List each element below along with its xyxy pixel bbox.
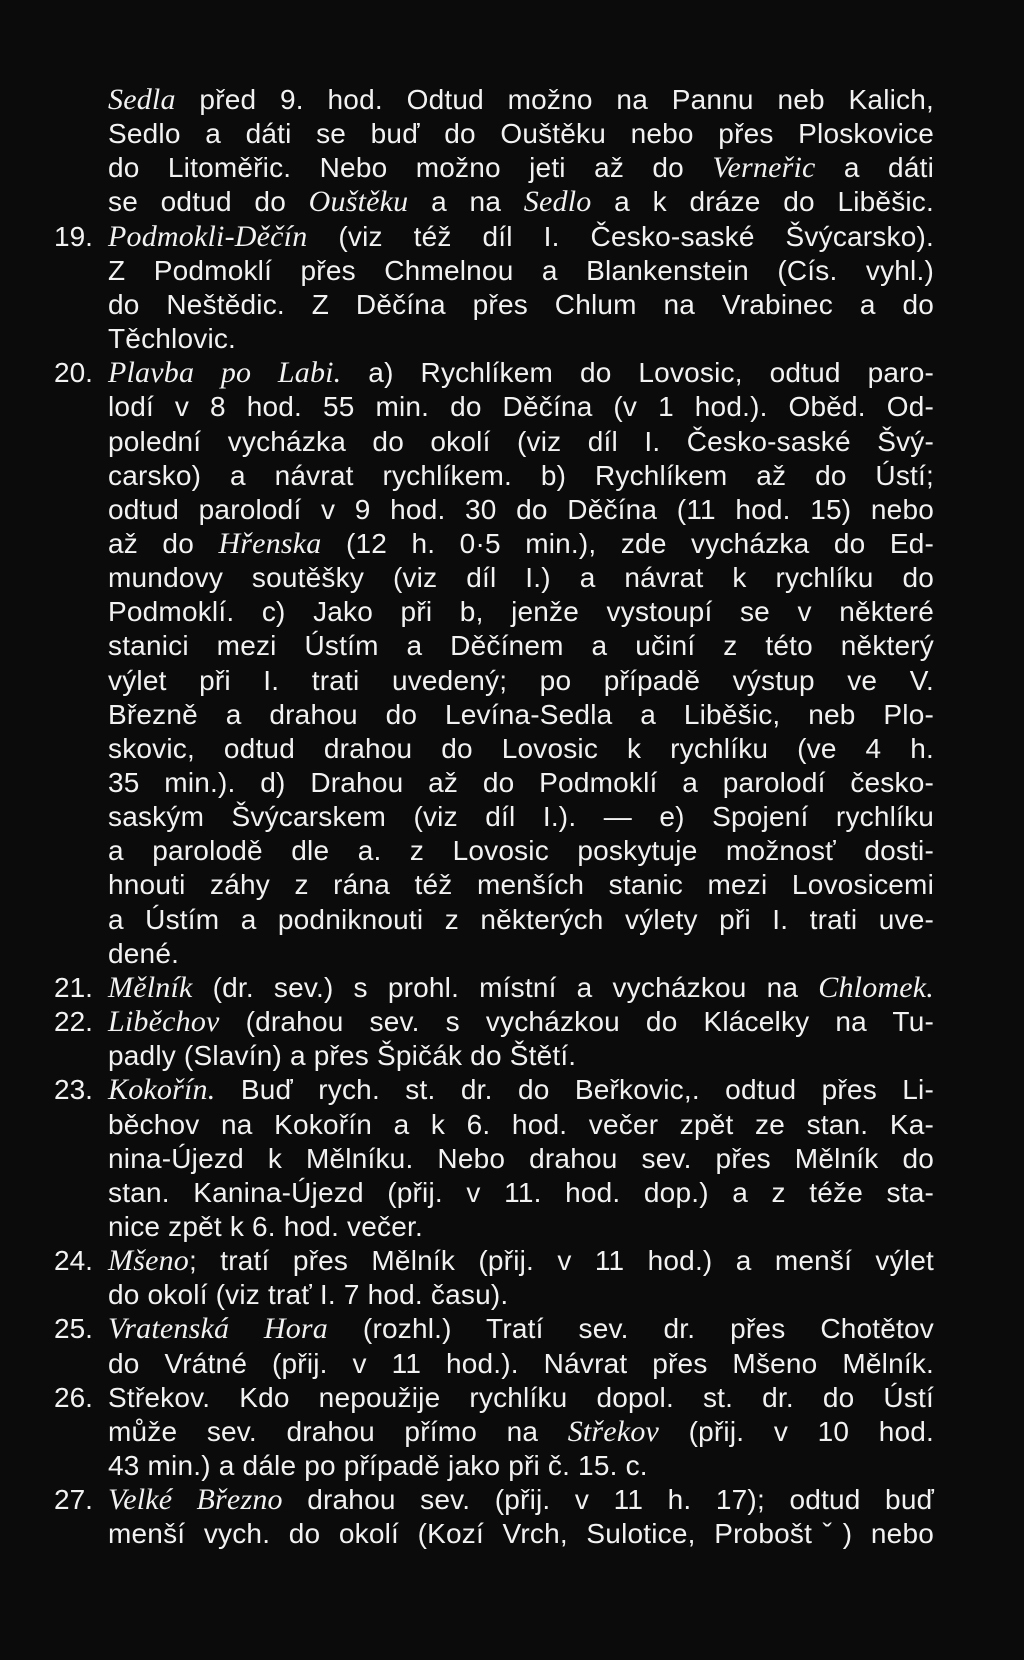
text-segment: stan. Kanina-Újezd (přij. v 11. hod. dop.) a z téže sta- (108, 1177, 934, 1208)
text-line (108, 628, 934, 664)
item-number: 20. (54, 357, 93, 388)
text-line (108, 1107, 934, 1143)
italic-place-name: Liběchov (108, 1005, 220, 1038)
text-segment: (dr. sev.) s prohl. místní a vycházkou na (192, 972, 819, 1003)
text-segment: hnouti záhy z rána též menších stanic mezi Lovosicemi (108, 869, 934, 900)
italic-place-name: Střekov (567, 1415, 660, 1448)
text-segment: Těchlovic. (108, 323, 237, 354)
text-line (108, 526, 934, 562)
text-segment: do okolí (viz trať I. 7 hod. času). (108, 1279, 509, 1310)
text-segment: Sedlo a dáti se buď do Ouštěku nebo přes Ploskovice (108, 118, 934, 149)
text-segment: výlet při I. trati uvedený; po případě výstup ve V. (108, 665, 934, 696)
text-line (108, 560, 934, 596)
text-line (108, 1311, 934, 1347)
text-segment: a) Rychlíkem do Lovosic, odtud paro- (341, 357, 934, 388)
italic-place-name: Verneřic (712, 151, 816, 184)
text-line (108, 936, 934, 972)
text-line (108, 663, 934, 699)
text-line (108, 1072, 934, 1108)
item-number: 27. (54, 1484, 93, 1515)
italic-place-name: Plavba po Labi. (108, 356, 342, 389)
item-number: 24. (54, 1245, 93, 1276)
text-segment: skovic, odtud drahou do Lovosic k rychlíku (ve 4 h. (108, 733, 934, 764)
item-number: 19. (54, 221, 93, 252)
text-line (108, 1516, 934, 1552)
text-line (108, 765, 934, 801)
text-segment: nina-Újezd k Mělníku. Nebo drahou sev. přes Mělník do (108, 1143, 934, 1174)
text-line (108, 150, 934, 186)
text-line (108, 321, 934, 357)
text-line (108, 799, 934, 835)
text-line (108, 731, 934, 767)
italic-place-name: Velké Březno (108, 1483, 283, 1516)
text-line (108, 1038, 934, 1074)
text-line (108, 970, 934, 1006)
text-segment: a k dráze do Liběšic. (591, 186, 934, 217)
text-segment: se odtud do (108, 186, 309, 217)
text-line (108, 1209, 934, 1245)
italic-place-name: Podmokli-Děčín (108, 220, 308, 253)
text-line (108, 253, 934, 289)
text-segment: dené. (108, 938, 180, 969)
text-segment: může sev. drahou přímo na (108, 1416, 568, 1447)
text-line (108, 594, 934, 630)
text-line (108, 902, 934, 938)
text-segment: Březně a drahou do Levína-Sedla a Liběšic, neb Plo- (108, 699, 934, 730)
item-number: 21. (54, 972, 93, 1003)
text-line (108, 833, 934, 869)
text-segment: menší vych. do okolí (Kozí Vrch, Sulotice, Proboštˇ) nebo (108, 1518, 934, 1549)
text-line (108, 458, 934, 494)
text-line (108, 1243, 934, 1279)
text-line (108, 1414, 934, 1450)
text-segment: a na (408, 186, 524, 217)
italic-place-name: Sedla (108, 83, 176, 116)
text-line (108, 1380, 934, 1416)
text-segment: Z Podmoklí přes Chmelnou a Blankenstein (Cís. vyhl.) (108, 255, 934, 286)
text-segment: carsko) a návrat rychlíkem. b) Rychlíkem až do Ústí; (108, 460, 934, 491)
text-segment: (drahou sev. s vycházkou do Klácelky na Tu- (219, 1006, 934, 1037)
italic-place-name: Mšeno (108, 1244, 189, 1277)
text-line (108, 1004, 934, 1040)
text-line (108, 287, 934, 323)
text-line (108, 1141, 934, 1177)
text-segment: stanici mezi Ústím a Děčínem a učiní z této některý (108, 630, 934, 661)
text-segment: saským Švýcarskem (viz díl I.). — e) Spojení rychlíku (108, 801, 934, 832)
text-line (108, 1482, 934, 1518)
text-segment: ; tratí přes Mělník (přij. v 11 hod.) a menší výlet (188, 1245, 934, 1276)
text-segment: lodí v 8 hod. 55 min. do Děčína (v 1 hod.). Oběd. Od- (108, 391, 934, 422)
text-segment: až do (108, 528, 219, 559)
italic-place-name: Vratenská Hora (108, 1312, 328, 1345)
text-segment: (12 h. 0·5 min.), zde vycházka do Ed- (321, 528, 934, 559)
item-number: 26. (54, 1382, 93, 1413)
text-line (108, 184, 934, 220)
text-line (108, 1346, 934, 1382)
italic-place-name: Sedlo (523, 185, 592, 218)
item-number: 25. (54, 1313, 93, 1344)
text-segment: mundovy soutěšky (viz díl I.) a návrat k rychlíku do (108, 562, 934, 593)
text-segment: odtud parolodí v 9 hod. 30 do Děčína (11 hod. 15) nebo (108, 494, 934, 525)
text-segment: a dáti (815, 152, 934, 183)
italic-place-name: Chlomek. (818, 971, 934, 1004)
italic-place-name: Mělník (108, 971, 193, 1004)
text-line (108, 867, 934, 903)
text-line (108, 219, 934, 255)
text-segment: Buď rych. st. dr. do Beřkovic,. odtud přes Li- (215, 1074, 934, 1105)
text-segment: nice zpět k 6. hod. večer. (108, 1211, 423, 1242)
text-segment: drahou sev. (přij. v 11 h. 17); odtud buď (282, 1484, 935, 1515)
text-line (108, 355, 934, 391)
text-line (108, 492, 934, 528)
text-segment: (rozhl.) Tratí sev. dr. přes Chotětov (328, 1313, 934, 1344)
text-line (108, 1175, 934, 1211)
text-segment: do Neštědic. Z Děčína přes Chlum na Vrabinec a do (108, 289, 934, 320)
item-number: 22. (54, 1006, 93, 1037)
text-segment: (přij. v 10 hod. (659, 1416, 934, 1447)
text-segment: do Vrátné (přij. v 11 hod.). Návrat přes Mšeno Mělník. (108, 1348, 934, 1379)
item-number: 23. (54, 1074, 93, 1105)
text-segment: polední vycházka do okolí (viz díl I. Česko-saské Švý- (108, 426, 934, 457)
text-segment: a Ústím a podniknouti z některých výlety při I. trati uve- (108, 904, 934, 935)
text-line (108, 116, 934, 152)
text-line (108, 389, 934, 425)
text-segment: a parolodě dle a. z Lovosic poskytuje možnosť dosti- (108, 835, 934, 866)
text-segment: (viz též díl I. Česko-saské Švýcarsko). (307, 221, 934, 252)
text-segment: do Litoměřic. Nebo možno jeti až do (108, 152, 713, 183)
text-segment: Podmoklí. c) Jako při b, jenže vystoupí se v některé (108, 596, 934, 627)
text-segment: padly (Slavín) a přes Špičák do Štětí. (108, 1040, 577, 1071)
text-line (108, 424, 934, 460)
text-line (108, 1448, 934, 1484)
italic-place-name: Hřenska (218, 527, 322, 560)
text-segment: běchov na Kokořín a k 6. hod. večer zpět ze stan. Ka- (108, 1109, 934, 1140)
text-segment: 43 min.) a dále po případě jako při č. 15. c. (108, 1450, 648, 1481)
text-segment: 35 min.). d) Drahou až do Podmoklí a parolodí česko- (108, 767, 934, 798)
text-segment: Střekov. Kdo nepoužije rychlíku dopol. st. dr. do Ústí (108, 1382, 934, 1413)
text-line (108, 82, 934, 118)
italic-place-name: Ouštěku (308, 185, 409, 218)
text-segment: před 9. hod. Odtud možno na Pannu neb Kalich, (175, 84, 934, 115)
text-line (108, 697, 934, 733)
text-line (108, 1277, 934, 1313)
italic-place-name: Kokořín. (108, 1073, 216, 1106)
